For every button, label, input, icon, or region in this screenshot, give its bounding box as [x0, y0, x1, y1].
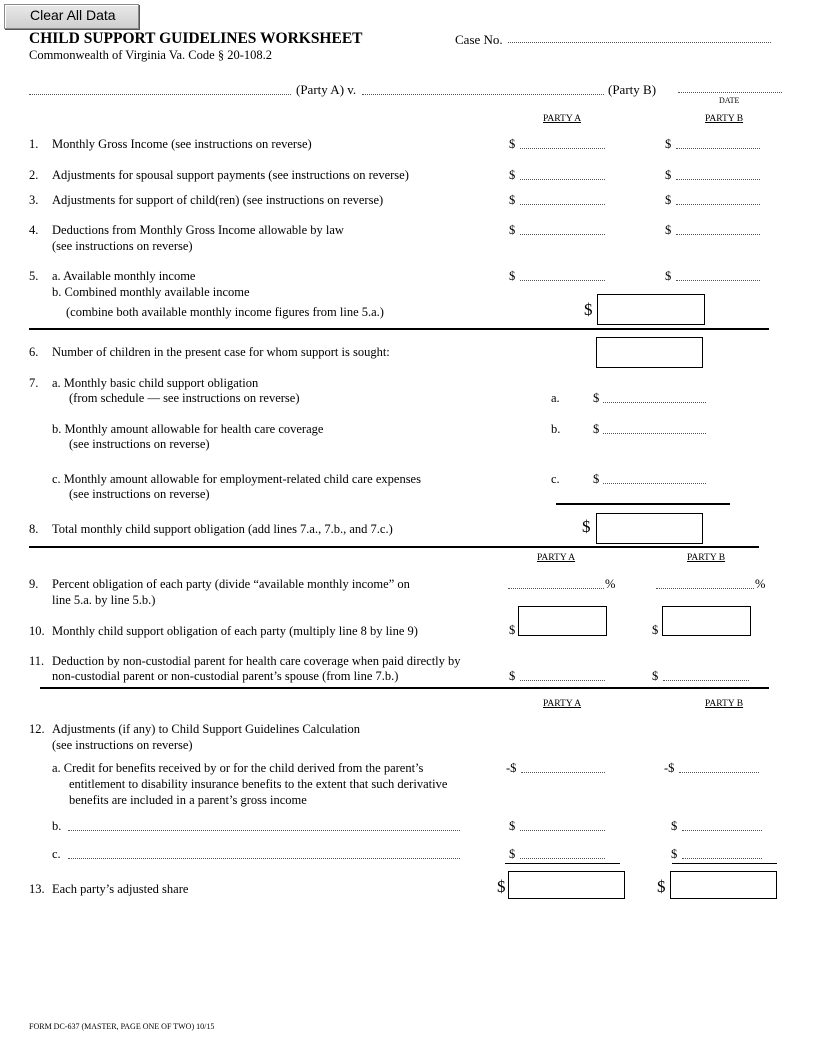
- line-9-label-2: line 5.a. by line 5.b.): [52, 593, 156, 607]
- line-11-label-2: non-custodial parent or non-custodial parent’s spouse (from line 7.b.): [52, 669, 399, 683]
- party-b-label: (Party B): [608, 82, 657, 97]
- line-11-number: 11.: [29, 654, 45, 668]
- line-11-party-a-dollar: $: [509, 669, 516, 683]
- line-2-label: Adjustments for spousal support payments (see instructions on reverse): [52, 168, 409, 182]
- party-a-label: (Party A) v.: [296, 82, 357, 97]
- line-13-party-a-field[interactable]: [508, 871, 625, 899]
- line-2-party-a-field[interactable]: [520, 179, 605, 180]
- line-4-party-b-field[interactable]: [676, 234, 760, 235]
- line-1-party-a-field[interactable]: [520, 148, 605, 149]
- line-3-party-a-field[interactable]: [520, 204, 605, 205]
- line-5b-combined-field[interactable]: [597, 294, 705, 325]
- line-13-party-a-dollar: $: [497, 877, 506, 896]
- line-4-party-a-dollar: $: [509, 223, 516, 237]
- line-5a-party-b-dollar: $: [665, 269, 672, 283]
- line-10-party-b-dollar: $: [652, 623, 659, 637]
- line-7c-label-2: (see instructions on reverse): [69, 487, 210, 501]
- form-id-footer: FORM DC-637 (MASTER, PAGE ONE OF TWO) 10/15: [29, 1022, 215, 1031]
- party-b-column-header-2: PARTY B: [687, 553, 726, 563]
- party-b-column-header: PARTY B: [705, 114, 744, 124]
- line-12a-label-2: entitlement to disability insurance benefits to the extent that such derivative: [69, 777, 448, 791]
- line-11-party-b-field[interactable]: [663, 680, 749, 681]
- line-12b-party-a-dollar: $: [509, 819, 516, 833]
- line-7b-label: b. Monthly amount allowable for health care coverage: [52, 422, 324, 436]
- section-divider-2: [29, 546, 759, 548]
- line-8-number: 8.: [29, 522, 39, 536]
- line-13-party-b-field[interactable]: [670, 871, 777, 899]
- line-3-number: 3.: [29, 193, 39, 207]
- line-13-number: 13.: [29, 882, 45, 896]
- line-10-number: 10.: [29, 624, 45, 638]
- line-10-party-a-field[interactable]: [518, 606, 607, 636]
- line-5b-label: b. Combined monthly available income: [52, 285, 250, 299]
- line-5-number: 5.: [29, 269, 39, 283]
- line-11-label: Deduction by non-custodial parent for health care coverage when paid directly by: [52, 654, 461, 668]
- form-subtitle: Commonwealth of Virginia Va. Code § 20-108.2: [29, 48, 272, 62]
- clear-all-data-button[interactable]: Clear All Data: [4, 4, 139, 29]
- line-11-party-a-field[interactable]: [520, 680, 605, 681]
- line-7-number: 7.: [29, 376, 39, 390]
- party-b-name-field[interactable]: [362, 94, 604, 95]
- line-5a-party-a-field[interactable]: [520, 280, 605, 281]
- line-7b-dollar: $: [593, 422, 600, 436]
- line-12a-label: a. Credit for benefits received by or for the child derived from the parent’s: [52, 761, 424, 775]
- line-3-party-b-field[interactable]: [676, 204, 760, 205]
- line-12c-description-field[interactable]: [68, 858, 460, 859]
- line-5a-label: a. Available monthly income: [52, 269, 196, 283]
- line-9-number: 9.: [29, 577, 39, 591]
- line-4-number: 4.: [29, 223, 39, 237]
- line-10-party-a-dollar: $: [509, 623, 516, 637]
- line-4-label-2: (see instructions on reverse): [52, 239, 193, 253]
- line-3-party-a-dollar: $: [509, 193, 516, 207]
- form-title: CHILD SUPPORT GUIDELINES WORKSHEET: [29, 30, 363, 47]
- line-12-number: 12.: [29, 722, 45, 736]
- line-7c-field[interactable]: [603, 483, 706, 484]
- line-1-party-b-field[interactable]: [676, 148, 760, 149]
- line-6-children-field[interactable]: [596, 337, 703, 368]
- line-10-party-b-field[interactable]: [662, 606, 751, 636]
- line-5a-party-a-dollar: $: [509, 269, 516, 283]
- line-12c-party-a-dollar: $: [509, 847, 516, 861]
- line-7-sum-rule: [556, 503, 730, 505]
- line-5b-label-2: (combine both available monthly income figures from line 5.a.): [66, 305, 384, 319]
- case-no-field[interactable]: [508, 42, 771, 43]
- line-12b-party-a-field[interactable]: [520, 830, 605, 831]
- line-5a-party-b-field[interactable]: [676, 280, 760, 281]
- line-7c-dollar: $: [593, 472, 600, 486]
- line-1-party-a-dollar: $: [509, 137, 516, 151]
- line-9-party-a-percent: %: [605, 577, 616, 591]
- line-12a-party-a-field[interactable]: [521, 772, 605, 773]
- line-7a-tag: a.: [551, 391, 560, 405]
- party-a-column-header-3: PARTY A: [543, 699, 582, 709]
- line-4-party-a-field[interactable]: [520, 234, 605, 235]
- line-12-label: Adjustments (if any) to Child Support Guidelines Calculation: [52, 722, 360, 736]
- line-2-number: 2.: [29, 168, 39, 182]
- section-divider-1: [29, 328, 769, 330]
- section-divider-3: [40, 687, 769, 689]
- line-2-party-b-dollar: $: [665, 168, 672, 182]
- line-4-party-b-dollar: $: [665, 223, 672, 237]
- line-9-party-b-percent: %: [755, 577, 766, 591]
- line-12b-party-b-dollar: $: [671, 819, 678, 833]
- line-12c-tag: c.: [52, 847, 61, 861]
- party-a-column-header-2: PARTY A: [537, 553, 576, 563]
- date-field[interactable]: [678, 92, 782, 93]
- line-2-party-b-field[interactable]: [676, 179, 760, 180]
- line-7a-field[interactable]: [603, 402, 706, 403]
- party-a-column-header: PARTY A: [543, 114, 582, 124]
- line-8-label: Total monthly child support obligation (add lines 7.a., 7.b., and 7.c.): [52, 522, 393, 536]
- line-12b-tag: b.: [52, 819, 62, 833]
- line-7b-field[interactable]: [603, 433, 706, 434]
- party-a-name-field[interactable]: [29, 94, 291, 95]
- line-7a-label-2: (from schedule — see instructions on reverse): [69, 391, 300, 405]
- line-6-number: 6.: [29, 345, 39, 359]
- line-9-party-b-field[interactable]: [656, 588, 754, 589]
- line-9-party-a-field[interactable]: [508, 588, 604, 589]
- line-9-label: Percent obligation of each party (divide “available monthly income” on: [52, 577, 410, 591]
- line-12a-label-3: benefits are included in a parent’s gross income: [69, 793, 307, 807]
- case-no-label: Case No.: [455, 32, 503, 47]
- line-12-label-2: (see instructions on reverse): [52, 738, 193, 752]
- line-13-party-b-dollar: $: [657, 877, 666, 896]
- line-8-total-field[interactable]: [596, 513, 703, 544]
- line-13-label: Each party’s adjusted share: [52, 882, 189, 896]
- line-7a-label: a. Monthly basic child support obligation: [52, 376, 259, 390]
- line-8-dollar: $: [582, 517, 591, 536]
- line-7c-label: c. Monthly amount allowable for employment-related child care expenses: [52, 472, 421, 486]
- line-12-party-a-sum-rule: [505, 863, 620, 864]
- line-12b-party-b-field[interactable]: [682, 830, 762, 831]
- line-7b-label-2: (see instructions on reverse): [69, 437, 210, 451]
- line-11-party-b-dollar: $: [652, 669, 659, 683]
- line-12c-party-b-field[interactable]: [682, 858, 762, 859]
- line-5b-dollar: $: [584, 300, 593, 319]
- line-12-party-b-sum-rule: [672, 863, 777, 864]
- line-1-label: Monthly Gross Income (see instructions on reverse): [52, 137, 312, 151]
- line-10-label: Monthly child support obligation of each party (multiply line 8 by line 9): [52, 624, 418, 638]
- line-12c-party-b-dollar: $: [671, 847, 678, 861]
- line-7c-tag: c.: [551, 472, 560, 486]
- line-3-label: Adjustments for support of child(ren) (see instructions on reverse): [52, 193, 384, 207]
- date-label: DATE: [719, 96, 740, 105]
- line-12b-description-field[interactable]: [68, 830, 460, 831]
- line-4-label: Deductions from Monthly Gross Income allowable by law: [52, 223, 344, 237]
- party-b-column-header-3: PARTY B: [705, 699, 744, 709]
- line-1-party-b-dollar: $: [665, 137, 672, 151]
- line-6-label: Number of children in the present case for whom support is sought:: [52, 345, 390, 359]
- line-2-party-a-dollar: $: [509, 168, 516, 182]
- line-1-number: 1.: [29, 137, 39, 151]
- line-7a-dollar: $: [593, 391, 600, 405]
- line-12a-party-a-dollar: -$: [506, 761, 517, 775]
- line-12c-party-a-field[interactable]: [520, 858, 605, 859]
- line-3-party-b-dollar: $: [665, 193, 672, 207]
- line-12a-party-b-field[interactable]: [679, 772, 759, 773]
- line-7b-tag: b.: [551, 422, 561, 436]
- line-12a-party-b-dollar: -$: [664, 761, 675, 775]
